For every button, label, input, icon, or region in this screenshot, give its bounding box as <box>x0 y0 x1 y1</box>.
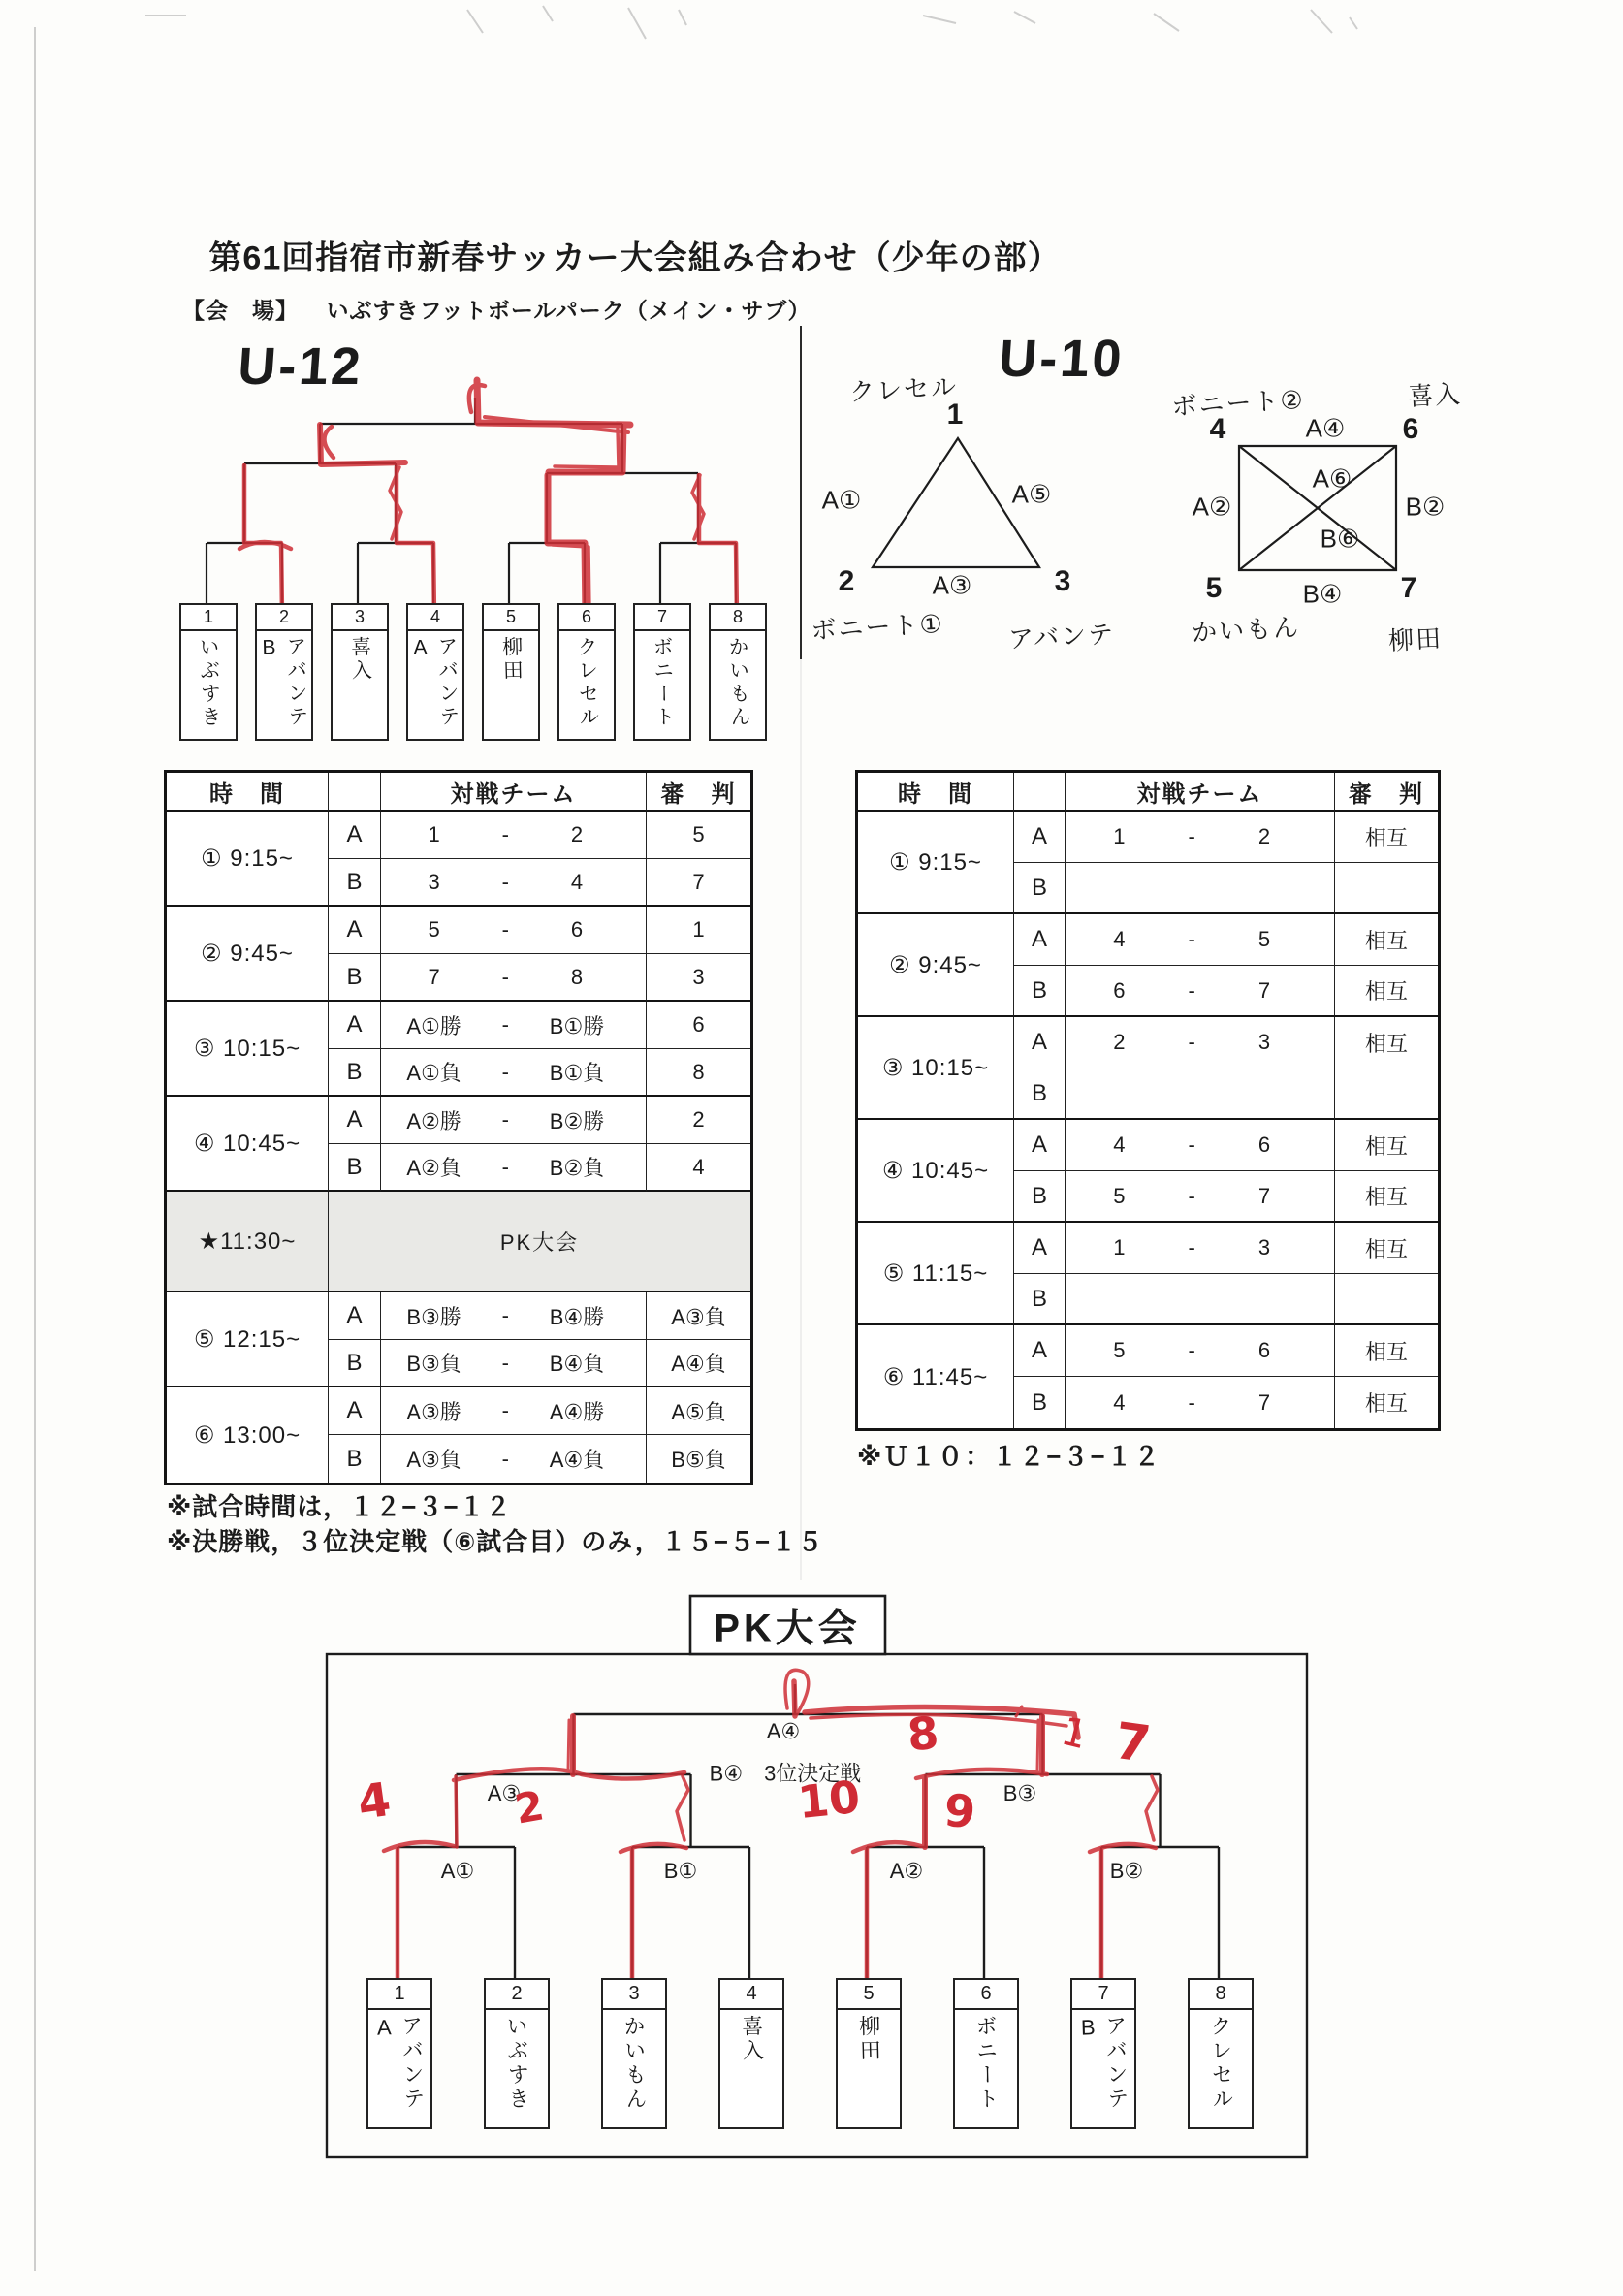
team-number: 8 <box>1190 1980 1252 2010</box>
dash: - <box>501 917 509 941</box>
match-cell <box>1066 1325 1335 1377</box>
u10-node-5: 5 <box>1205 572 1223 604</box>
dash: - <box>1188 1389 1195 1415</box>
team-number: 8 <box>711 605 765 631</box>
away-team: 4 <box>570 869 584 894</box>
home-team: 4 <box>1113 1132 1126 1157</box>
slot-label: B <box>329 1340 381 1387</box>
team-name: かいもん <box>725 635 751 730</box>
slot-label: A <box>329 1002 381 1049</box>
away-team: 7 <box>1257 1183 1271 1208</box>
u10-team-5-handwritten: かいもん <box>1191 612 1301 648</box>
home-team: A①勝 <box>406 1013 461 1038</box>
home-team: A③勝 <box>406 1399 461 1424</box>
team-name: アバンテA <box>408 635 461 729</box>
venue-label: 【会 場】 <box>182 298 299 323</box>
dash: - <box>501 1446 509 1471</box>
slot-label: B <box>329 859 381 907</box>
u10-heading: U-10 <box>997 330 1127 388</box>
pk-final-label: A④ <box>766 1719 801 1743</box>
team-number: 4 <box>408 605 462 631</box>
slot-label: B <box>1014 863 1066 914</box>
referee-cell: 相互 <box>1335 966 1438 1017</box>
team-number: 7 <box>1072 1980 1134 2010</box>
match-cell <box>1066 863 1335 914</box>
dash: - <box>1188 1183 1195 1208</box>
pk-team-box-7 <box>1070 1978 1136 2129</box>
away-team: 3 <box>1257 1235 1271 1260</box>
referee-cell: 相互 <box>1364 1391 1408 1416</box>
pk-red-score-7: 1 <box>1057 1708 1092 1759</box>
pk-time-cell: ★11:30~ <box>167 1192 329 1292</box>
slot-label: B <box>329 1144 381 1192</box>
match-cell <box>1066 1223 1335 1274</box>
dash: - <box>501 1350 509 1375</box>
slot-label: B <box>329 1435 381 1483</box>
pk-heading: PK大会 <box>714 1607 861 1650</box>
dash: - <box>501 822 509 846</box>
dash: - <box>1188 977 1195 1003</box>
match-cell <box>381 1097 647 1144</box>
match-cell <box>381 1049 647 1097</box>
slot-label: B <box>329 954 381 1002</box>
pk-red-score-2: 2 <box>511 1781 548 1834</box>
home-team: A①負 <box>406 1061 461 1085</box>
u12-team-box-3 <box>331 603 389 741</box>
dash: - <box>1188 824 1195 848</box>
slot-label: A <box>329 1097 381 1144</box>
referee-cell: 相互 <box>1335 1017 1438 1068</box>
home-team: 4 <box>1113 927 1126 951</box>
pk-red-score-5: 8 <box>905 1706 941 1762</box>
u10-node-6: 6 <box>1402 413 1419 445</box>
slot-label: A <box>1014 1120 1066 1171</box>
referee-cell: 2 <box>647 1097 750 1144</box>
away-team: B④負 <box>549 1352 605 1376</box>
slot-label: B <box>1014 1377 1066 1428</box>
u12-team-box-2 <box>255 603 313 741</box>
page-title: 第61回指宿市新春サッカー大会組み合わせ（少年の部） <box>208 239 1062 277</box>
slot-label: A <box>1014 914 1066 966</box>
slot-label: B <box>1014 966 1066 1017</box>
u10-edge-a4: A④ <box>1305 413 1346 443</box>
match-cell <box>381 1292 647 1340</box>
team-number: 7 <box>635 605 689 631</box>
slot-label: A <box>329 812 381 859</box>
col-header-ab <box>1014 773 1066 812</box>
match-cell <box>381 1144 647 1192</box>
referee-cell: 3 <box>647 954 750 1002</box>
match-cell <box>1066 1068 1335 1120</box>
match-cell <box>1066 966 1335 1017</box>
home-team: B③勝 <box>406 1304 461 1329</box>
team-name: いぶすき <box>196 635 222 730</box>
team-name: いぶすき <box>503 2014 530 2113</box>
referee-cell: 8 <box>647 1049 750 1097</box>
slot-label: A <box>1014 812 1066 863</box>
team-name: かいもん <box>621 2014 648 2113</box>
away-team: 5 <box>1257 927 1271 951</box>
home-team: 6 <box>1113 977 1126 1003</box>
match-cell <box>381 859 647 907</box>
away-team: 7 <box>1257 1389 1271 1415</box>
dash: - <box>1188 1235 1195 1260</box>
pk-red-score-6: 7 <box>1110 1711 1155 1775</box>
referee-cell: 相互 <box>1335 812 1438 863</box>
referee-cell: 7 <box>647 859 750 907</box>
home-team: 2 <box>1113 1030 1126 1054</box>
away-team: B①勝 <box>549 1013 605 1038</box>
time-cell: ⑤ 12:15~ <box>167 1292 329 1387</box>
pk-team-box-5 <box>836 1978 902 2129</box>
dash: - <box>1188 1338 1195 1362</box>
col-header-time: 時 間 <box>167 773 329 812</box>
u10-diagram-lines <box>873 438 1396 570</box>
team-name: 柳田 <box>855 2014 882 2064</box>
u10-node-4: 4 <box>1209 413 1226 445</box>
referee-cell: 4 <box>647 1144 750 1192</box>
pk-r1-b2-label: B② <box>1109 1859 1144 1883</box>
time-cell: ② 9:45~ <box>858 914 1014 1017</box>
team-number: 1 <box>368 1980 430 2010</box>
team-number: 5 <box>484 605 538 631</box>
match-cell <box>381 1387 647 1435</box>
slot-label: B <box>1014 1068 1066 1120</box>
home-team: 1 <box>1113 824 1126 848</box>
home-team: 5 <box>1113 1338 1126 1362</box>
team-number: 2 <box>486 1980 548 2010</box>
u10-edge-b6: B⑥ <box>1320 524 1360 554</box>
referee-cell: 1 <box>647 907 750 954</box>
u12-schedule-table <box>164 770 753 1485</box>
match-cell <box>381 1340 647 1387</box>
pk-third-place-label: B④ 3位決定戦 <box>709 1761 862 1786</box>
away-team: 6 <box>570 917 584 941</box>
u10-team-4-handwritten: ボニート② <box>1170 384 1306 422</box>
u10-node-7: 7 <box>1400 572 1417 604</box>
match-cell <box>381 907 647 954</box>
time-cell: ③ 10:15~ <box>858 1017 1014 1120</box>
time-cell: ① 9:15~ <box>858 812 1014 914</box>
home-team: 7 <box>428 964 440 989</box>
away-team: A④負 <box>549 1448 605 1472</box>
pk-semi-left-label: A③ <box>487 1781 522 1805</box>
dash: - <box>501 869 509 894</box>
home-team: A②負 <box>406 1156 461 1180</box>
home-team: 1 <box>1113 1235 1126 1260</box>
u10-team-7-handwritten: 柳田 <box>1387 623 1444 655</box>
time-cell: ④ 10:45~ <box>858 1120 1014 1223</box>
match-cell <box>1066 914 1335 966</box>
slot-label: A <box>1014 1223 1066 1274</box>
pk-red-score-1: 4 <box>354 1771 395 1832</box>
away-team: A④勝 <box>549 1399 605 1424</box>
team-number: 2 <box>257 605 311 631</box>
u12-team-box-5 <box>482 603 540 741</box>
u12-team-box-1 <box>179 603 238 741</box>
u10-team-1-handwritten: クレセル <box>848 371 959 407</box>
referee-cell: A④負 <box>647 1340 750 1387</box>
away-team: B④勝 <box>549 1304 605 1329</box>
u10-node-2: 2 <box>838 565 855 597</box>
referee-cell: 相互 <box>1335 1120 1438 1171</box>
referee-cell: A③負 <box>647 1292 750 1340</box>
team-number: 4 <box>720 1980 782 2010</box>
team-number: 3 <box>603 1980 665 2010</box>
match-cell <box>1066 1377 1335 1428</box>
u10-schedule-table <box>855 770 1441 1431</box>
slot-label: B <box>1014 1274 1066 1325</box>
referee-cell <box>1335 1068 1438 1120</box>
u12-team-box-4 <box>406 603 464 741</box>
u10-edge-a5: A⑤ <box>1011 479 1052 509</box>
time-cell: ② 9:45~ <box>167 907 329 1002</box>
away-team: 6 <box>1257 1132 1271 1157</box>
match-cell <box>381 1002 647 1049</box>
referee-cell: 6 <box>647 1002 750 1049</box>
col-header-teams: 対戦チーム <box>381 773 647 812</box>
home-team: A②勝 <box>406 1108 461 1133</box>
referee-cell: 相互 <box>1335 1325 1438 1377</box>
u10-node-3: 3 <box>1054 565 1071 597</box>
time-cell: ① 9:15~ <box>167 812 329 907</box>
pk-r1-b1-label: B① <box>663 1859 698 1883</box>
match-cell <box>381 1435 647 1483</box>
venue-line <box>182 293 812 325</box>
match-cell <box>381 954 647 1002</box>
away-team: 8 <box>570 964 584 989</box>
col-header-teams: 対戦チーム <box>1066 773 1335 812</box>
time-cell: ⑥ 13:00~ <box>167 1387 329 1483</box>
u12-heading: U-12 <box>236 337 366 396</box>
u12-note-1: ※試合時間は，１２−３−１２ <box>167 1492 512 1521</box>
u10-edge-b4: B④ <box>1302 579 1343 609</box>
time-cell: ③ 10:15~ <box>167 1002 329 1097</box>
u12-team-box-8 <box>709 603 767 741</box>
slot-label: B <box>329 1049 381 1097</box>
time-cell: ④ 10:45~ <box>167 1097 329 1192</box>
home-team: 3 <box>428 869 440 894</box>
team-name: 柳田 <box>499 635 524 684</box>
team-name: アバンテB <box>1074 2014 1130 2112</box>
referee-cell: 5 <box>647 812 750 859</box>
dash: - <box>501 1107 509 1132</box>
home-team: B③負 <box>406 1352 461 1376</box>
team-number: 3 <box>333 605 387 631</box>
venue-value: いぶすきフットボールパーク（メイン・サブ） <box>326 298 812 323</box>
referee-cell <box>1335 863 1438 914</box>
pk-team-box-6 <box>953 1978 1019 2129</box>
col-header-ab <box>329 773 381 812</box>
u10-team-2-handwritten: ボニート① <box>810 608 945 646</box>
dash: - <box>1188 927 1195 951</box>
home-team: 5 <box>1113 1183 1126 1208</box>
team-name: クレセル <box>1207 2014 1234 2113</box>
team-name: アバンテB <box>257 635 309 729</box>
away-team: 7 <box>1257 977 1271 1003</box>
time-cell: ⑤ 11:15~ <box>858 1223 1014 1325</box>
referee-cell: 相互 <box>1335 1223 1438 1274</box>
referee-cell <box>1335 1274 1438 1325</box>
slot-label: A <box>329 1387 381 1435</box>
home-team: 1 <box>428 822 440 846</box>
away-team: B①負 <box>549 1061 605 1085</box>
pk-semi-right-label: B③ <box>1002 1781 1037 1805</box>
team-number: 5 <box>838 1980 900 2010</box>
team-name: ボニート <box>972 2014 1000 2113</box>
slot-label: A <box>1014 1325 1066 1377</box>
away-team: B②勝 <box>549 1108 605 1133</box>
team-number: 1 <box>181 605 236 631</box>
referee-cell: 相互 <box>1335 1171 1438 1223</box>
u10-node-1: 1 <box>946 399 964 430</box>
team-name: クレセル <box>574 635 600 730</box>
dash: - <box>501 964 509 989</box>
dash: - <box>501 1154 509 1179</box>
pk-r1-a1-label: A① <box>440 1859 475 1883</box>
slot-label: B <box>1014 1171 1066 1223</box>
team-name: アバンテA <box>370 2014 426 2112</box>
team-number: 6 <box>559 605 614 631</box>
u10-note: ※Ｕ１０：１２−３−１２ <box>857 1442 1162 1471</box>
u12-team-box-7 <box>633 603 691 741</box>
away-team: 6 <box>1257 1338 1271 1362</box>
away-team: 2 <box>1257 824 1271 848</box>
col-header-time: 時 間 <box>858 773 1014 812</box>
slot-label: A <box>329 1292 381 1340</box>
away-team: B②負 <box>549 1156 605 1180</box>
dash: - <box>501 1059 509 1084</box>
slot-label: A <box>1014 1017 1066 1068</box>
referee-cell: 相互 <box>1335 914 1438 966</box>
time-cell: ⑥ 11:45~ <box>858 1325 1014 1428</box>
slot-label: A <box>329 907 381 954</box>
pk-event-cell: PK大会 <box>329 1192 750 1292</box>
u12-bracket-lines <box>207 398 736 603</box>
match-cell <box>1066 1120 1335 1171</box>
u12-team-box-6 <box>557 603 616 741</box>
match-cell <box>1066 1171 1335 1223</box>
dash: - <box>1188 1132 1195 1157</box>
col-header-referee: 審 判 <box>647 773 750 812</box>
match-cell <box>1066 1017 1335 1068</box>
dash: - <box>501 1303 509 1327</box>
team-name: ボニート <box>650 635 676 730</box>
u12-note-2: ※決勝戦，３位決定戦（⑥試合目）のみ，１５−５−１５ <box>167 1527 824 1556</box>
home-team: A③負 <box>406 1448 461 1472</box>
match-cell <box>1066 1274 1335 1325</box>
u10-edge-a2: A② <box>1192 492 1232 522</box>
pk-team-box-4 <box>718 1978 784 2129</box>
away-team: 3 <box>1257 1030 1271 1054</box>
pk-red-score-4: 9 <box>941 1783 978 1839</box>
pk-team-box-8 <box>1188 1978 1254 2129</box>
dash: - <box>1188 1030 1195 1054</box>
u10-edge-a6: A⑥ <box>1312 463 1352 494</box>
u10-edge-b2: B② <box>1405 492 1446 522</box>
team-name: 喜入 <box>738 2014 765 2064</box>
away-team: 2 <box>570 822 584 846</box>
home-team: 5 <box>428 917 440 941</box>
dash: - <box>501 1012 509 1036</box>
pk-red-score-3: 10 <box>795 1770 863 1830</box>
pk-team-box-1 <box>366 1978 432 2129</box>
u10-team-3-handwritten: アバンテ <box>1007 619 1116 654</box>
referee-cell: B⑤負 <box>671 1448 726 1472</box>
match-cell <box>1066 812 1335 863</box>
team-name: 喜入 <box>348 635 372 684</box>
u10-edge-a1: A① <box>821 485 862 515</box>
pk-r1-a2-label: A② <box>889 1859 924 1883</box>
pk-team-box-2 <box>484 1978 550 2129</box>
pk-team-box-3 <box>601 1978 667 2129</box>
col-header-referee: 審 判 <box>1335 773 1438 812</box>
dash: - <box>501 1398 509 1422</box>
home-team: 4 <box>1113 1389 1126 1415</box>
team-number: 6 <box>955 1980 1017 2010</box>
u10-team-6-handwritten: 喜入 <box>1407 379 1463 411</box>
referee-cell: A⑤負 <box>647 1387 750 1435</box>
match-cell <box>381 812 647 859</box>
u10-edge-a3: A③ <box>932 570 972 600</box>
